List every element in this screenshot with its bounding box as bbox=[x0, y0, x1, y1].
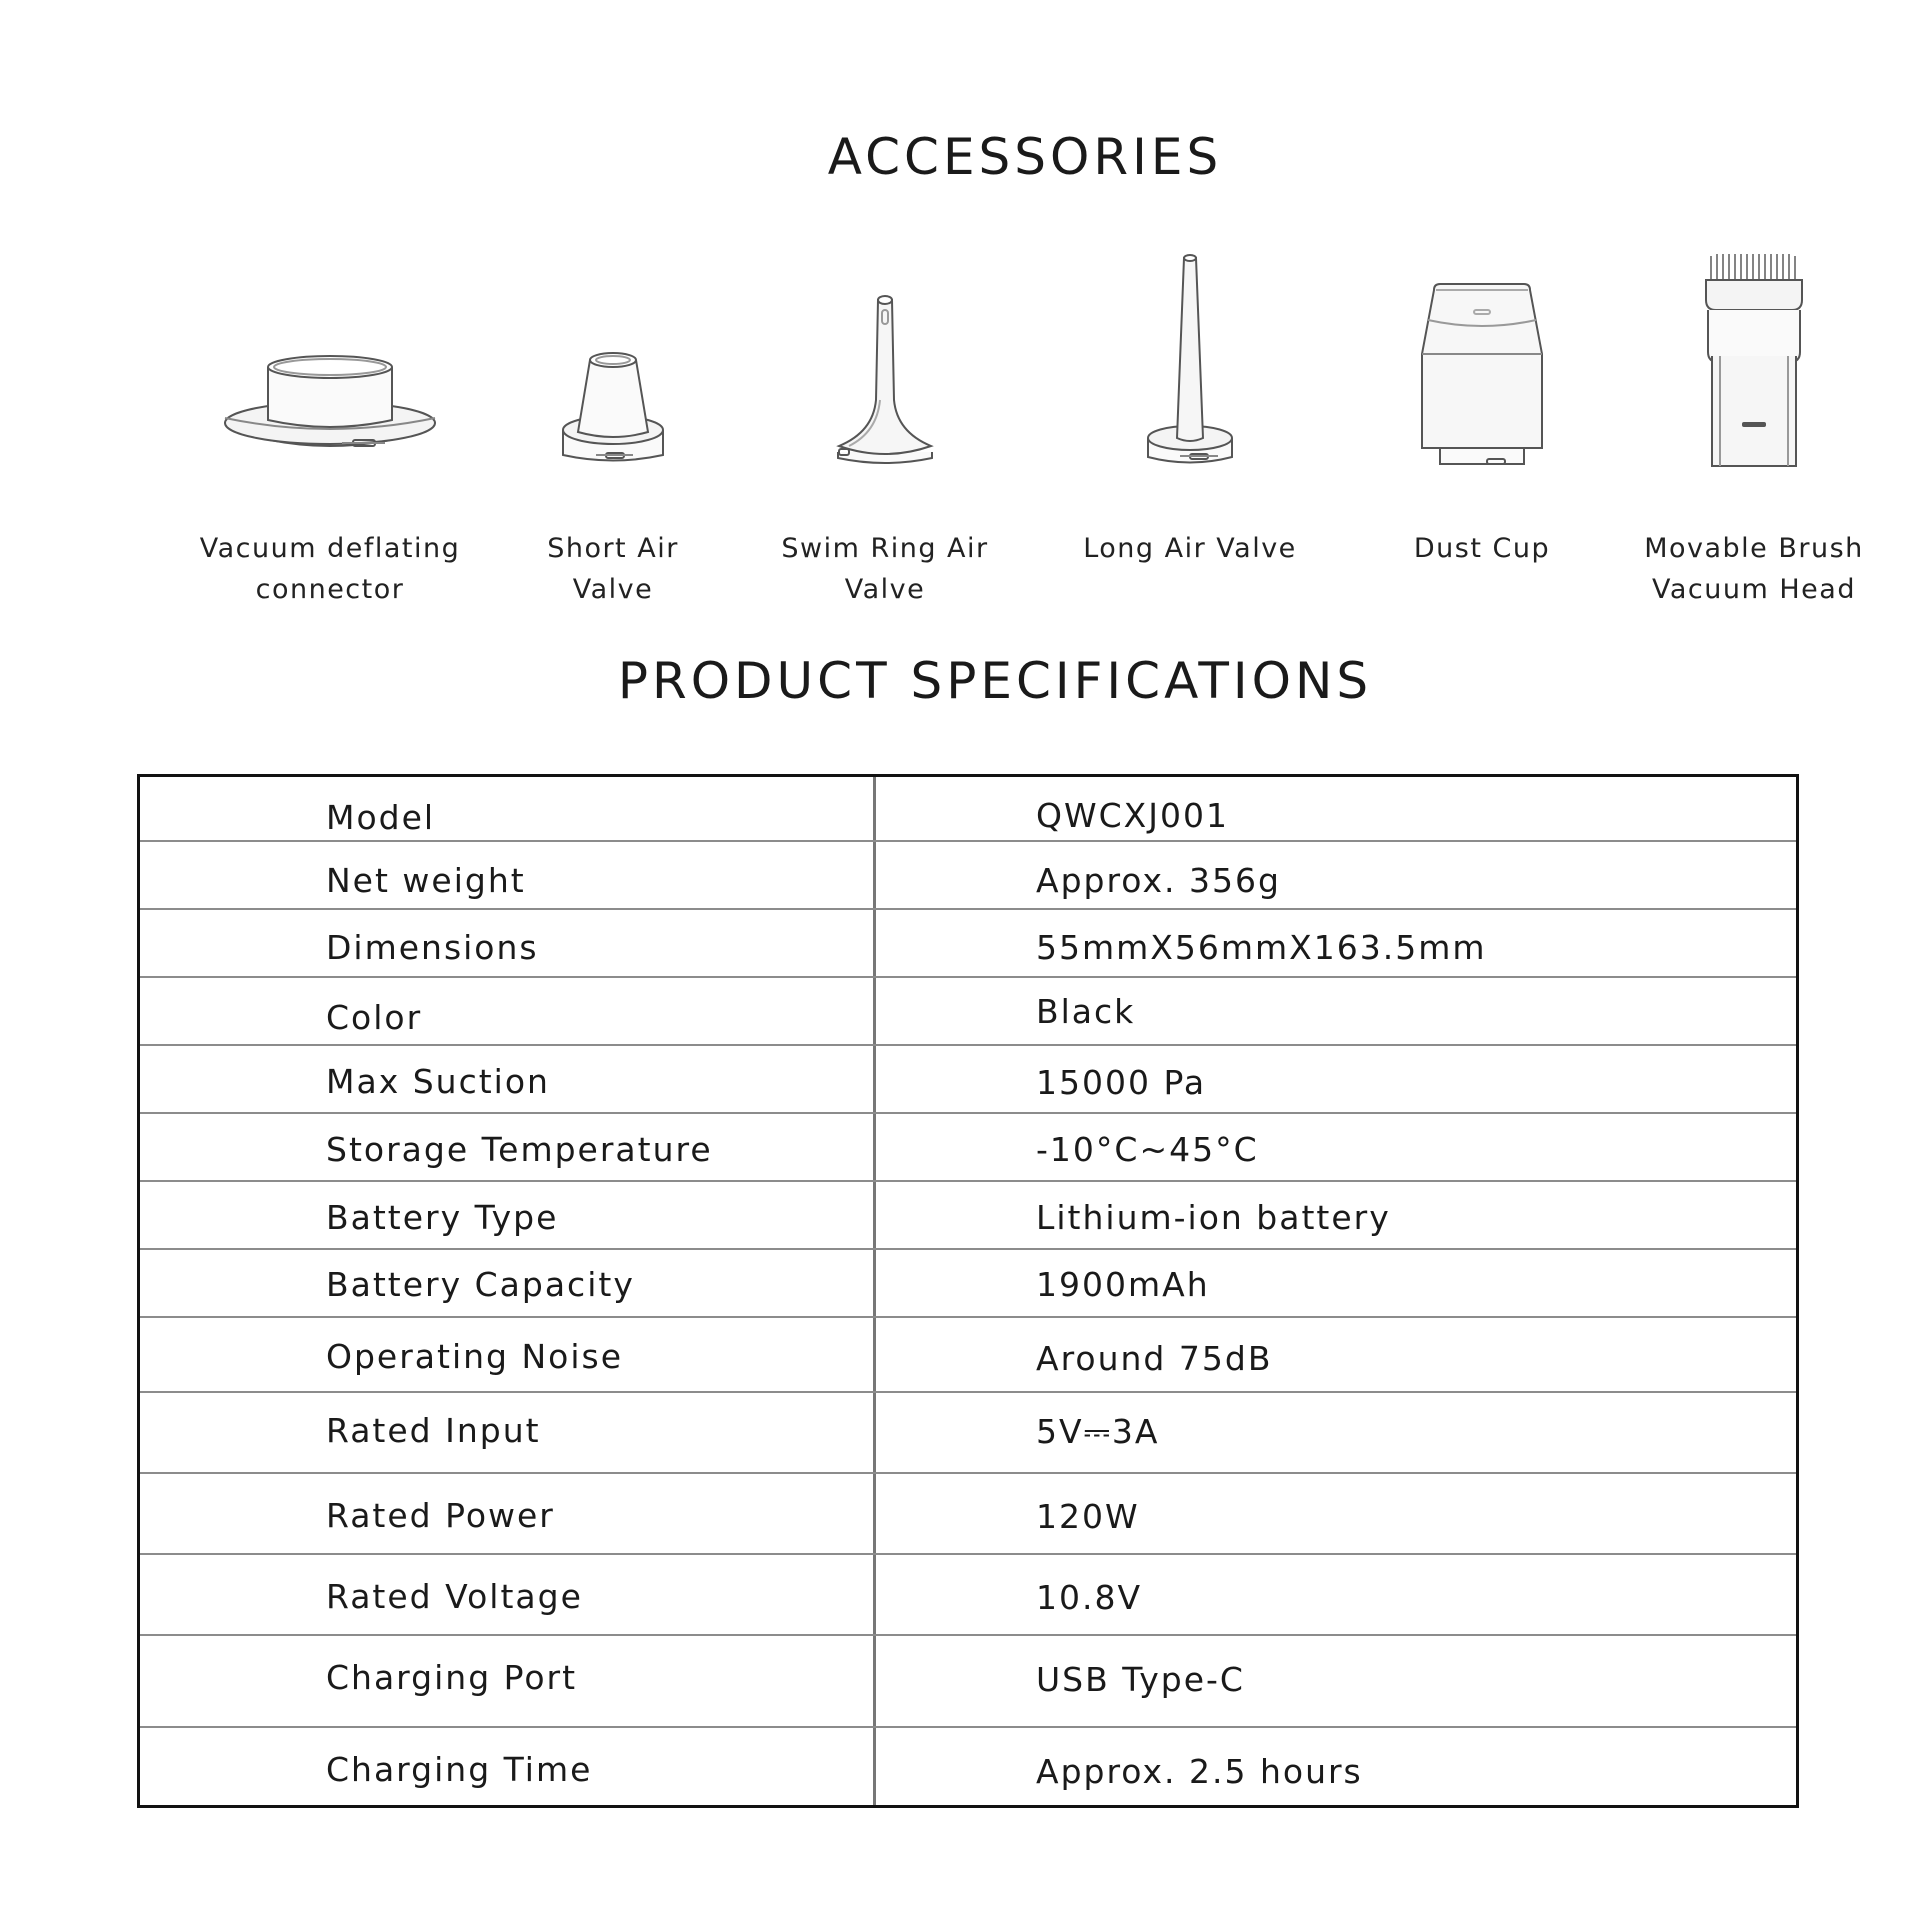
table-row bbox=[140, 842, 1796, 910]
accessory-item bbox=[1594, 240, 1914, 620]
spec-key: Rated Voltage bbox=[326, 1577, 583, 1616]
spec-value: -10°C~45°C bbox=[1036, 1130, 1259, 1169]
spec-value: 5V⎓3A bbox=[1036, 1412, 1160, 1451]
spec-key: Color bbox=[326, 998, 423, 1037]
spec-key: Battery Type bbox=[326, 1198, 559, 1237]
accessory-label: Short Air Valve bbox=[547, 533, 679, 605]
spec-value: 120W bbox=[1036, 1497, 1140, 1536]
spec-key: Rated Input bbox=[326, 1411, 541, 1450]
accessory-label: Movable Brush Vacuum Head bbox=[1644, 533, 1864, 605]
table-row bbox=[140, 910, 1796, 978]
swim-ring-air-valve-icon bbox=[725, 240, 1045, 480]
spec-value: Lithium-ion battery bbox=[1036, 1198, 1391, 1237]
table-row bbox=[140, 1318, 1796, 1393]
spec-value: 10.8V bbox=[1036, 1578, 1143, 1617]
accessory-item bbox=[170, 240, 490, 620]
table-row bbox=[140, 1636, 1796, 1728]
table-row bbox=[140, 1114, 1796, 1182]
spec-key: Operating Noise bbox=[326, 1337, 624, 1376]
accessories-title: ACCESSORIES bbox=[827, 128, 1223, 186]
table-row bbox=[140, 1046, 1796, 1114]
spec-key: Model bbox=[326, 798, 436, 837]
spec-key: Rated Power bbox=[326, 1496, 555, 1535]
spec-key: Battery Capacity bbox=[326, 1265, 635, 1304]
spec-value: Approx. 2.5 hours bbox=[1036, 1752, 1363, 1791]
spec-key: Storage Temperature bbox=[326, 1130, 713, 1169]
table-row bbox=[140, 1182, 1796, 1250]
spec-value: QWCXJ001 bbox=[1036, 796, 1229, 835]
spec-value: USB Type-C bbox=[1036, 1660, 1245, 1699]
accessory-label: Swim Ring Air Valve bbox=[781, 533, 989, 605]
spec-value: Around 75dB bbox=[1036, 1339, 1273, 1378]
specifications-table bbox=[137, 774, 1799, 1808]
table-row bbox=[140, 1250, 1796, 1318]
accessory-label: Long Air Valve bbox=[1083, 533, 1297, 564]
movable-brush-vacuum-head-icon bbox=[1594, 240, 1914, 480]
vacuum-deflating-connector-icon bbox=[170, 240, 490, 480]
accessories-list bbox=[0, 240, 1920, 620]
table-row bbox=[140, 1474, 1796, 1555]
accessory-item bbox=[725, 240, 1045, 620]
spec-value: Black bbox=[1036, 992, 1136, 1031]
spec-value: 55mmX56mmX163.5mm bbox=[1036, 928, 1487, 967]
spec-value: Approx. 356g bbox=[1036, 861, 1281, 900]
table-row bbox=[140, 978, 1796, 1046]
spec-key: Net weight bbox=[326, 861, 526, 900]
spec-key: Charging Time bbox=[326, 1750, 593, 1789]
spec-key: Max Suction bbox=[326, 1062, 550, 1101]
specifications-title: PRODUCT SPECIFICATIONS bbox=[617, 652, 1373, 710]
table-row bbox=[140, 777, 1796, 842]
spec-value: 1900mAh bbox=[1036, 1265, 1210, 1304]
long-air-valve-icon bbox=[1030, 240, 1350, 480]
table-row bbox=[140, 1393, 1796, 1474]
spec-key: Charging Port bbox=[326, 1658, 578, 1697]
accessory-label: Vacuum deflating connector bbox=[199, 533, 461, 605]
table-row bbox=[140, 1555, 1796, 1636]
spec-key: Dimensions bbox=[326, 928, 539, 967]
accessory-item bbox=[1030, 240, 1350, 620]
spec-value: 15000 Pa bbox=[1036, 1063, 1207, 1102]
accessory-label: Dust Cup bbox=[1413, 533, 1551, 564]
table-row bbox=[140, 1728, 1796, 1808]
